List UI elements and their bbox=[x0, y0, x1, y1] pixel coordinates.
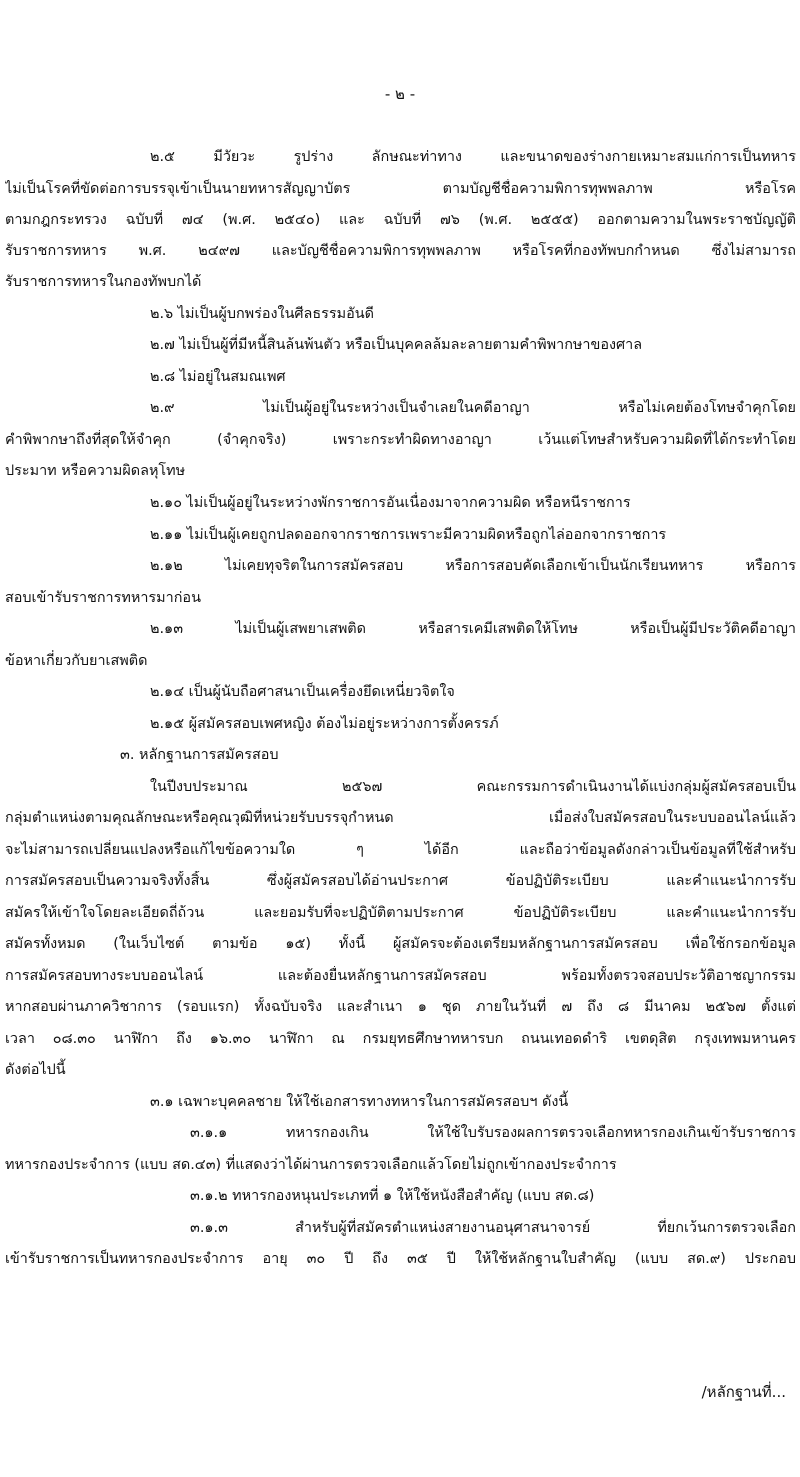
text-line: ๓.๑ เฉพาะบุคคลชาย ให้ใช้เอกสารทางทหารในการสมัครสอบฯ ดังนี้ bbox=[150, 1094, 569, 1110]
text-line: สมัครให้เข้าใจโดยละเอียดถี่ถ้วน และยอมรับที่จะปฏิบัติตามประกาศ ข้อปฏิบัติระเบียบ และคำแนะนำการรับ bbox=[5, 905, 796, 921]
text-line: ๓.๑.๒ ทหารกองหนุนประเภทที่ ๑ ให้ใช้หนังสือสำคัญ (แบบ สด.๘) bbox=[190, 1188, 595, 1204]
text-line: ข้อหาเกี่ยวกับยาเสพติด bbox=[5, 653, 148, 669]
text-line: สอบเข้ารับราชการทหารมาก่อน bbox=[5, 590, 201, 606]
text-line: ดังต่อไปนี้ bbox=[5, 1062, 66, 1078]
text-line: ๒.๕ มีวัยวะ รูปร่าง ลักษณะท่าทาง และขนาดของร่างกายเหมาะสมแก่การเป็นทหาร bbox=[150, 149, 796, 165]
text-line: จะไม่สามารถเปลี่ยนแปลงหรือแก้ไขข้อความใด ๆ ได้อีก และถือว่าข้อมูลดังกล่าวเป็นข้อมูลที่ใช้สำหรับ bbox=[5, 842, 796, 858]
text-line: ๓.๑.๓ สำหรับผู้ที่สมัครตำแหน่งสายงานอนุศาสนาจารย์ ที่ยกเว้นการตรวจเลือก bbox=[190, 1220, 796, 1236]
text-line: ๒.๑๕ ผู้สมัครสอบเพศหญิง ต้องไม่อยู่ระหว่างการตั้งครรภ์ bbox=[150, 716, 499, 732]
text-line: ๒.๘ ไม่อยู่ในสมณเพศ bbox=[150, 369, 286, 385]
text-line: เวลา ๐๘.๓๐ นาฬิกา ถึง ๑๖.๓๐ นาฬิกา ณ กรมยุทธศึกษาทหารบก ถนนเทอดดำริ เขตดุสิต กรุงเทพมหานคร bbox=[5, 1031, 796, 1047]
text-line: ๒.๑๓ ไม่เป็นผู้เสพยาเสพติด หรือสารเคมีเสพติดให้โทษ หรือเป็นผู้มีประวัติคดีอาญา bbox=[150, 621, 796, 637]
text-line: รับราชการทหาร พ.ศ. ๒๔๙๗ และบัญชีชื่อความพิการทุพพลภาพ หรือโรคที่กองทัพบกกำหนด ซึ่งไม่สามารถ bbox=[5, 243, 796, 259]
text-line: การสมัครสอบเป็นความจริงทั้งสิ้น ซึ่งผู้สมัครสอบได้อ่านประกาศ ข้อปฏิบัติระเบียบ และคำแนะนำการรับ bbox=[5, 873, 796, 889]
text-line: ไม่เป็นโรคที่ขัดต่อการบรรจุเข้าเป็นนายทหารสัญญาบัตร ตามบัญชีชื่อความพิการทุพพลภาพ หรือโรค bbox=[5, 181, 796, 197]
text-line: ๒.๑๑ ไม่เป็นผู้เคยถูกปลดออกจากราชการเพราะมีความผิดหรือถูกไล่ออกจากราชการ bbox=[150, 527, 667, 543]
text-line: เข้ารับราชการเป็นทหารกองประจำการ อายุ ๓๐ ปี ถึง ๓๕ ปี ให้ใช้หลักฐานใบสำคัญ (แบบ สด.๙) ประกอบ bbox=[5, 1251, 796, 1267]
text-line: ทหารกองประจำการ (แบบ สด.๔๓) ที่แสดงว่าได้ผ่านการตรวจเลือกแล้วโดยไม่ถูกเข้ากองประจำการ bbox=[5, 1157, 617, 1173]
section-heading: ๓. หลักฐานการสมัครสอบ bbox=[120, 747, 279, 763]
text-line: ๒.๙ ไม่เป็นผู้อยู่ในระหว่างเป็นจำเลยในคดีอาญา หรือไม่เคยต้องโทษจำคุกโดย bbox=[150, 400, 796, 416]
text-line: ประมาท หรือความผิดลหุโทษ bbox=[5, 463, 186, 479]
text-line: การสมัครสอบทางระบบออนไลน์ และต้องยื่นหลักฐานการสมัครสอบ พร้อมทั้งตรวจสอบประวัติอาชญากรรม bbox=[5, 968, 796, 984]
page-number: - ๒ - bbox=[384, 85, 416, 103]
text-line: ๒.๑๐ ไม่เป็นผู้อยู่ในระหว่างพักราชการอันเนื่องมาจากความผิด หรือหนีราชการ bbox=[150, 495, 631, 511]
text-line: คำพิพากษาถึงที่สุดให้จำคุก (จำคุกจริง) เพราะกระทำผิดทางอาญา เว้นแต่โทษสำหรับความผิดที่ได้กระทำโดย bbox=[5, 432, 796, 448]
text-line: รับราชการทหารในกองทัพบกได้ bbox=[5, 274, 202, 290]
text-line: ในปีงบประมาณ ๒๕๖๗ คณะกรรมการดำเนินงานได้แบ่งกลุ่มผู้สมัครสอบเป็น bbox=[150, 779, 796, 795]
text-line: ๓.๑.๑ ทหารกองเกิน ให้ใช้ใบรับรองผลการตรวจเลือกทหารกองเกินเข้ารับราชการ bbox=[190, 1125, 796, 1141]
text-line: สมัครทั้งหมด (ในเว็บไซต์ ตามข้อ ๑๕) ทั้งนี้ ผู้สมัครจะต้องเตรียมหลักฐานการสมัครสอบ เพื่อใช้กรอกข้อมูล bbox=[5, 936, 796, 952]
continuation-note: /หลักฐานที่... bbox=[701, 1383, 786, 1401]
text-line: กลุ่มตำแหน่งตามคุณลักษณะหรือคุณวุฒิที่หน่วยรับบรรจุกำหนด เมื่อส่งใบสมัครสอบในระบบออนไลน์แล้ว bbox=[5, 810, 796, 826]
text-line: ๒.๖ ไม่เป็นผู้บกพร่องในศีลธรรมอันดี bbox=[150, 306, 374, 322]
text-line: ตามกฎกระทรวง ฉบับที่ ๗๔ (พ.ศ. ๒๕๔๐) และ ฉบับที่ ๗๖ (พ.ศ. ๒๕๕๕) ออกตามความในพระราชบัญญัติ bbox=[5, 212, 796, 228]
text-line: หากสอบผ่านภาควิชาการ (รอบแรก) ทั้งฉบับจริง และสำเนา ๑ ชุด ภายในวันที่ ๗ ถึง ๘ มีนาคม ๒๕๖๗ ตั้งแต่ bbox=[5, 999, 796, 1015]
text-line: ๒.๑๔ เป็นผู้นับถือศาสนาเป็นเครื่องยึดเหนี่ยวจิตใจ bbox=[150, 684, 455, 700]
text-line: ๒.๑๒ ไม่เคยทุจริตในการสมัครสอบ หรือการสอบคัดเลือกเข้าเป็นนักเรียนทหาร หรือการ bbox=[150, 558, 796, 574]
text-line: ๒.๗ ไม่เป็นผู้ที่มีหนี้สินล้นพ้นตัว หรือเป็นบุคคลล้มละลายตามคำพิพากษาของศาล bbox=[150, 337, 643, 353]
